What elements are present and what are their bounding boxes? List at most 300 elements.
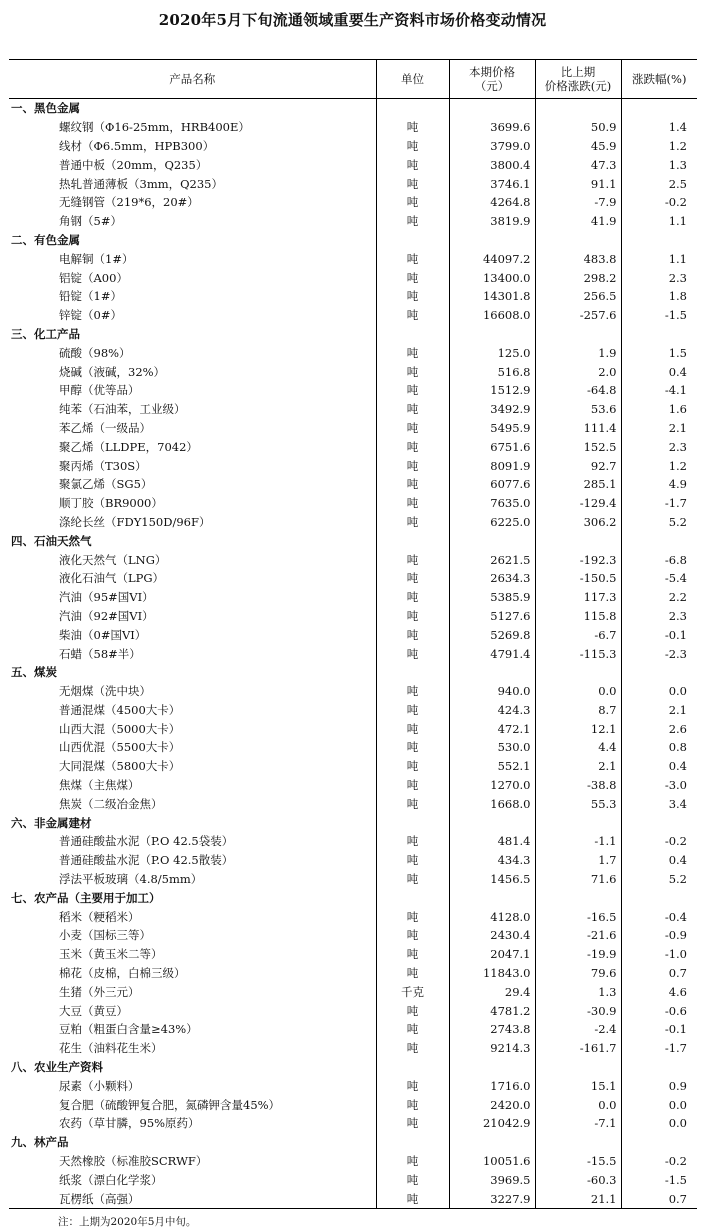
price-change: 1.9 — [535, 343, 621, 362]
category-name: 四、石油天然气 — [11, 533, 92, 548]
product-unit: 吨 — [376, 1039, 449, 1058]
current-price: 125.0 — [449, 343, 535, 362]
change-percent: 1.2 — [621, 137, 697, 156]
product-unit: 吨 — [376, 137, 449, 156]
table-row — [9, 625, 697, 644]
product-unit: 吨 — [376, 644, 449, 663]
product-unit: 吨 — [376, 475, 449, 494]
price-change: 256.5 — [535, 287, 621, 306]
price-change: 79.6 — [535, 964, 621, 983]
product-name: 聚丙烯（T30S） — [59, 458, 147, 473]
price-change: 152.5 — [535, 437, 621, 456]
product-name: 玉米（黄玉米二等） — [59, 947, 163, 962]
product-unit: 吨 — [376, 419, 449, 438]
product-name: 顺丁胶（BR9000） — [59, 496, 163, 511]
current-price: 8091.9 — [449, 456, 535, 475]
current-price: 2634.3 — [449, 569, 535, 588]
change-percent: 1.3 — [621, 155, 697, 174]
price-change: 15.1 — [535, 1076, 621, 1095]
header-product-name: 产品名称 — [9, 60, 376, 99]
current-price: 3799.0 — [449, 137, 535, 156]
category-price-cell — [449, 325, 535, 344]
product-unit: 吨 — [376, 1001, 449, 1020]
category-unit-cell — [376, 1133, 449, 1152]
current-price: 4128.0 — [449, 907, 535, 926]
change-percent: 5.2 — [621, 513, 697, 532]
product-name: 焦煤（主焦煤） — [59, 778, 140, 793]
category-price-cell — [449, 99, 535, 118]
current-price: 424.3 — [449, 701, 535, 720]
product-name: 小麦（国标三等） — [59, 928, 151, 943]
current-price: 3699.6 — [449, 118, 535, 137]
change-percent: 0.0 — [621, 1095, 697, 1114]
change-percent: 2.6 — [621, 719, 697, 738]
change-percent: -1.0 — [621, 945, 697, 964]
category-unit-cell — [376, 531, 449, 550]
change-percent: 0.7 — [621, 1189, 697, 1208]
category-name: 八、农业生产资料 — [11, 1060, 103, 1075]
product-unit: 吨 — [376, 118, 449, 137]
current-price: 2743.8 — [449, 1020, 535, 1039]
current-price: 1270.0 — [449, 776, 535, 795]
product-unit: 吨 — [376, 851, 449, 870]
current-price: 14301.8 — [449, 287, 535, 306]
category-change-cell — [535, 813, 621, 832]
price-change: -15.5 — [535, 1152, 621, 1171]
price-change: 298.2 — [535, 268, 621, 287]
header-price-change-line2: 价格涨跌(元) — [544, 79, 612, 93]
table-row — [9, 155, 697, 174]
current-price: 21042.9 — [449, 1114, 535, 1133]
table-row — [9, 550, 697, 569]
category-pct-cell — [621, 231, 697, 250]
current-price: 1512.9 — [449, 381, 535, 400]
product-unit: 吨 — [376, 437, 449, 456]
current-price: 9214.3 — [449, 1039, 535, 1058]
change-percent: -0.1 — [621, 625, 697, 644]
category-row — [9, 1058, 697, 1077]
change-percent: 1.8 — [621, 287, 697, 306]
table-row — [9, 494, 697, 513]
category-change-cell — [535, 325, 621, 344]
change-percent: -0.2 — [621, 1152, 697, 1171]
price-change: -2.4 — [535, 1020, 621, 1039]
product-unit: 吨 — [376, 343, 449, 362]
category-row — [9, 663, 697, 682]
price-change: -150.5 — [535, 569, 621, 588]
product-name: 普通中板（20mm，Q235） — [59, 157, 208, 172]
category-change-cell — [535, 99, 621, 118]
category-pct-cell — [621, 888, 697, 907]
table-row — [9, 1076, 697, 1095]
price-change: 285.1 — [535, 475, 621, 494]
table-row — [9, 794, 697, 813]
current-price: 1456.5 — [449, 870, 535, 889]
price-change: 21.1 — [535, 1189, 621, 1208]
current-price: 3969.5 — [449, 1170, 535, 1189]
category-pct-cell — [621, 325, 697, 344]
current-price: 940.0 — [449, 682, 535, 701]
category-unit-cell — [376, 1058, 449, 1077]
price-change: 2.1 — [535, 757, 621, 776]
category-change-cell — [535, 1058, 621, 1077]
header-price-change-line1: 比上期 — [560, 65, 596, 79]
product-name: 无缝钢管（219*6，20#） — [59, 195, 199, 210]
current-price: 552.1 — [449, 757, 535, 776]
price-change: 55.3 — [535, 794, 621, 813]
price-change: -30.9 — [535, 1001, 621, 1020]
table-row — [9, 268, 697, 287]
table-row — [9, 832, 697, 851]
product-name: 焦炭（二级冶金焦） — [59, 796, 163, 811]
category-change-cell — [535, 888, 621, 907]
category-unit-cell — [376, 325, 449, 344]
product-unit: 吨 — [376, 776, 449, 795]
category-pct-cell — [621, 813, 697, 832]
page-title: 2020年5月下旬流通领域重要生产资料市场价格变动情况 — [158, 11, 547, 29]
change-percent: -0.6 — [621, 1001, 697, 1020]
change-percent: 1.4 — [621, 118, 697, 137]
product-name: 液化石油气（LPG） — [59, 571, 165, 586]
product-name: 尿素（小颗料） — [59, 1078, 140, 1093]
current-price: 13400.0 — [449, 268, 535, 287]
change-percent: -1.7 — [621, 494, 697, 513]
table-row — [9, 588, 697, 607]
product-name: 大豆（黄豆） — [59, 1003, 128, 1018]
product-name: 山西优混（5500大卡） — [59, 740, 181, 755]
product-name: 稻米（粳稻米） — [59, 909, 140, 924]
product-name: 纸浆（漂白化学浆） — [59, 1172, 163, 1187]
product-unit: 吨 — [376, 794, 449, 813]
product-unit: 吨 — [376, 569, 449, 588]
current-price: 472.1 — [449, 719, 535, 738]
product-unit: 吨 — [376, 625, 449, 644]
current-price: 44097.2 — [449, 249, 535, 268]
current-price: 6077.6 — [449, 475, 535, 494]
price-change: -6.7 — [535, 625, 621, 644]
change-percent: 0.0 — [621, 1114, 697, 1133]
price-change: 4.4 — [535, 738, 621, 757]
product-name: 聚乙烯（LLDPE，7042） — [59, 439, 198, 454]
table-row — [9, 137, 697, 156]
change-percent: -1.7 — [621, 1039, 697, 1058]
category-name: 二、有色金属 — [11, 232, 80, 247]
product-unit: 吨 — [376, 701, 449, 720]
change-percent: 3.4 — [621, 794, 697, 813]
product-name: 铝锭（A00） — [59, 270, 128, 285]
table-row — [9, 982, 697, 1001]
price-change: 306.2 — [535, 513, 621, 532]
change-percent: 2.3 — [621, 268, 697, 287]
product-name: 生猪（外三元） — [59, 984, 140, 999]
product-name: 普通混煤（4500大卡） — [59, 702, 181, 717]
product-name: 角钢（5#） — [59, 214, 122, 229]
current-price: 6751.6 — [449, 437, 535, 456]
current-price: 7635.0 — [449, 494, 535, 513]
header-price-change — [535, 60, 621, 99]
table-row — [9, 362, 697, 381]
current-price: 3227.9 — [449, 1189, 535, 1208]
header-current-price — [449, 60, 535, 99]
product-name: 豆粕（粗蛋白含量≥43%） — [59, 1022, 198, 1037]
category-price-cell — [449, 1133, 535, 1152]
current-price: 2430.4 — [449, 926, 535, 945]
price-change: -161.7 — [535, 1039, 621, 1058]
price-change: 41.9 — [535, 212, 621, 231]
current-price: 2047.1 — [449, 945, 535, 964]
product-unit: 吨 — [376, 832, 449, 851]
product-unit: 吨 — [376, 1095, 449, 1114]
current-price: 3800.4 — [449, 155, 535, 174]
price-change: -115.3 — [535, 644, 621, 663]
price-change: 483.8 — [535, 249, 621, 268]
category-name: 一、黑色金属 — [11, 101, 80, 116]
product-name: 石蜡（58#半） — [59, 646, 141, 661]
category-name: 五、煤炭 — [11, 665, 57, 680]
product-unit: 吨 — [376, 682, 449, 701]
current-price: 5269.8 — [449, 625, 535, 644]
category-row — [9, 1133, 697, 1152]
table-row — [9, 193, 697, 212]
change-percent: -5.4 — [621, 569, 697, 588]
product-unit: 吨 — [376, 964, 449, 983]
change-percent: -6.8 — [621, 550, 697, 569]
product-name: 聚氯乙烯（SG5） — [59, 477, 153, 492]
category-pct-cell — [621, 531, 697, 550]
table-row — [9, 907, 697, 926]
category-change-cell — [535, 663, 621, 682]
table-row — [9, 419, 697, 438]
price-change: 0.0 — [535, 1095, 621, 1114]
price-change: -192.3 — [535, 550, 621, 569]
table-row — [9, 738, 697, 757]
price-change: -60.3 — [535, 1170, 621, 1189]
product-name: 汽油（95#国VI） — [59, 590, 154, 605]
table-row — [9, 306, 697, 325]
product-unit: 吨 — [376, 362, 449, 381]
category-row — [9, 888, 697, 907]
table-row — [9, 1095, 697, 1114]
table-row — [9, 701, 697, 720]
product-name: 锌锭（0#） — [59, 308, 122, 323]
product-name: 涤纶长丝（FDY150D/96F） — [59, 514, 211, 529]
product-unit: 吨 — [376, 607, 449, 626]
change-percent: -0.2 — [621, 832, 697, 851]
table-row — [9, 776, 697, 795]
product-unit: 吨 — [376, 494, 449, 513]
current-price: 530.0 — [449, 738, 535, 757]
product-unit: 吨 — [376, 174, 449, 193]
price-change: 47.3 — [535, 155, 621, 174]
current-price: 434.3 — [449, 851, 535, 870]
product-name: 液化天然气（LNG） — [59, 552, 167, 567]
category-change-cell — [535, 531, 621, 550]
footnote: 注：上期为2020年5月中旬。 — [58, 1216, 197, 1228]
change-percent: 0.4 — [621, 362, 697, 381]
product-name: 瓦楞纸（高强） — [9, 1189, 376, 1208]
product-name: 硫酸（98%） — [59, 345, 131, 360]
price-change: -129.4 — [535, 494, 621, 513]
product-unit: 吨 — [376, 381, 449, 400]
change-percent: 0.4 — [621, 851, 697, 870]
category-pct-cell — [621, 1058, 697, 1077]
price-change: 2.0 — [535, 362, 621, 381]
change-percent: 5.2 — [621, 870, 697, 889]
table-row — [9, 569, 697, 588]
change-percent: -0.1 — [621, 1020, 697, 1039]
product-unit: 吨 — [376, 1152, 449, 1171]
table-row — [9, 174, 697, 193]
change-percent: 4.9 — [621, 475, 697, 494]
category-pct-cell — [621, 99, 697, 118]
change-percent: -1.5 — [621, 306, 697, 325]
current-price: 5495.9 — [449, 419, 535, 438]
category-unit-cell — [376, 813, 449, 832]
category-name: 六、非金属建材 — [11, 815, 92, 830]
category-change-cell — [535, 231, 621, 250]
current-price: 4791.4 — [449, 644, 535, 663]
product-name: 汽油（92#国VI） — [59, 608, 154, 623]
product-name: 铅锭（1#） — [59, 289, 122, 304]
price-change: -21.6 — [535, 926, 621, 945]
price-change: 50.9 — [535, 118, 621, 137]
product-unit: 吨 — [376, 155, 449, 174]
price-change: 53.6 — [535, 400, 621, 419]
current-price: 2621.5 — [449, 550, 535, 569]
price-change: 45.9 — [535, 137, 621, 156]
product-name: 花生（油料花生米） — [59, 1041, 163, 1056]
table-row — [9, 381, 697, 400]
current-price: 2420.0 — [449, 1095, 535, 1114]
table-row — [9, 1001, 697, 1020]
product-name: 普通硅酸盐水泥（P.O 42.5袋装） — [59, 834, 234, 849]
price-change: 91.1 — [535, 174, 621, 193]
table-row — [9, 1114, 697, 1133]
product-unit: 吨 — [376, 907, 449, 926]
change-percent: -4.1 — [621, 381, 697, 400]
price-change: 8.7 — [535, 701, 621, 720]
product-unit: 吨 — [376, 719, 449, 738]
table-row — [9, 757, 697, 776]
current-price: 6225.0 — [449, 513, 535, 532]
current-price: 5127.6 — [449, 607, 535, 626]
price-change: -16.5 — [535, 907, 621, 926]
table-row — [9, 851, 697, 870]
product-unit: 吨 — [376, 870, 449, 889]
table-row — [9, 400, 697, 419]
table-row — [9, 118, 697, 137]
price-change: 115.8 — [535, 607, 621, 626]
price-change: -1.1 — [535, 832, 621, 851]
change-percent: 0.9 — [621, 1076, 697, 1095]
current-price: 3746.1 — [449, 174, 535, 193]
product-unit: 吨 — [376, 456, 449, 475]
product-name: 电解铜（1#） — [59, 251, 134, 266]
product-name: 螺纹钢（Φ16-25mm，HRB400E） — [59, 120, 250, 135]
table-row — [9, 456, 697, 475]
price-change: 71.6 — [535, 870, 621, 889]
product-unit: 吨 — [376, 1020, 449, 1039]
category-pct-cell — [621, 663, 697, 682]
current-price: 4264.8 — [449, 193, 535, 212]
category-price-cell — [449, 813, 535, 832]
category-price-cell — [449, 888, 535, 907]
product-name: 天然橡胶（标准胶SCRWF） — [59, 1154, 208, 1169]
change-percent: 2.3 — [621, 437, 697, 456]
table-row — [9, 644, 697, 663]
price-change: 12.1 — [535, 719, 621, 738]
table-row — [9, 607, 697, 626]
table-header-row — [9, 60, 697, 99]
product-name: 山西大混（5000大卡） — [59, 721, 181, 736]
table-row — [9, 249, 697, 268]
change-percent: 2.3 — [621, 607, 697, 626]
table-row — [9, 1039, 697, 1058]
category-row — [9, 325, 697, 344]
table-row — [9, 926, 697, 945]
change-percent: 2.5 — [621, 174, 697, 193]
current-price: 11843.0 — [449, 964, 535, 983]
table-body — [9, 99, 697, 1209]
category-price-cell — [449, 231, 535, 250]
product-unit: 吨 — [376, 249, 449, 268]
table-row — [9, 287, 697, 306]
change-percent: -0.4 — [621, 907, 697, 926]
change-percent: -0.9 — [621, 926, 697, 945]
table-row — [9, 475, 697, 494]
change-percent: 4.6 — [621, 982, 697, 1001]
price-change: -19.9 — [535, 945, 621, 964]
change-percent: -0.2 — [621, 193, 697, 212]
product-name: 热轧普通薄板（3mm，Q235） — [59, 176, 224, 191]
category-row — [9, 531, 697, 550]
table-row — [9, 682, 697, 701]
product-name: 农药（草甘膦，95%原药） — [59, 1116, 200, 1131]
current-price: 1716.0 — [449, 1076, 535, 1095]
category-row — [9, 813, 697, 832]
table-row — [9, 1020, 697, 1039]
change-percent: 0.7 — [621, 964, 697, 983]
category-price-cell — [449, 1058, 535, 1077]
category-name: 九、林产品 — [11, 1135, 69, 1150]
change-percent: 0.8 — [621, 738, 697, 757]
current-price: 3819.9 — [449, 212, 535, 231]
product-name: 普通硅酸盐水泥（P.O 42.5散装） — [59, 853, 234, 868]
product-unit: 吨 — [376, 268, 449, 287]
table-row — [9, 1152, 697, 1171]
category-change-cell — [535, 1133, 621, 1152]
price-change: 1.3 — [535, 982, 621, 1001]
header-unit: 单位 — [376, 60, 449, 99]
current-price: 16608.0 — [449, 306, 535, 325]
change-percent: -1.5 — [621, 1170, 697, 1189]
current-price: 4781.2 — [449, 1001, 535, 1020]
change-percent: -3.0 — [621, 776, 697, 795]
change-percent: 1.5 — [621, 343, 697, 362]
price-change: -64.8 — [535, 381, 621, 400]
price-change: 92.7 — [535, 456, 621, 475]
product-unit: 吨 — [376, 306, 449, 325]
change-percent: 1.1 — [621, 249, 697, 268]
price-change: 0.0 — [535, 682, 621, 701]
current-price: 5385.9 — [449, 588, 535, 607]
current-price: 1668.0 — [449, 794, 535, 813]
category-price-cell — [449, 531, 535, 550]
product-unit: 吨 — [376, 1114, 449, 1133]
product-unit: 吨 — [376, 212, 449, 231]
category-name: 七、农产品（主要用于加工） — [11, 890, 161, 905]
product-unit: 吨 — [376, 1170, 449, 1189]
